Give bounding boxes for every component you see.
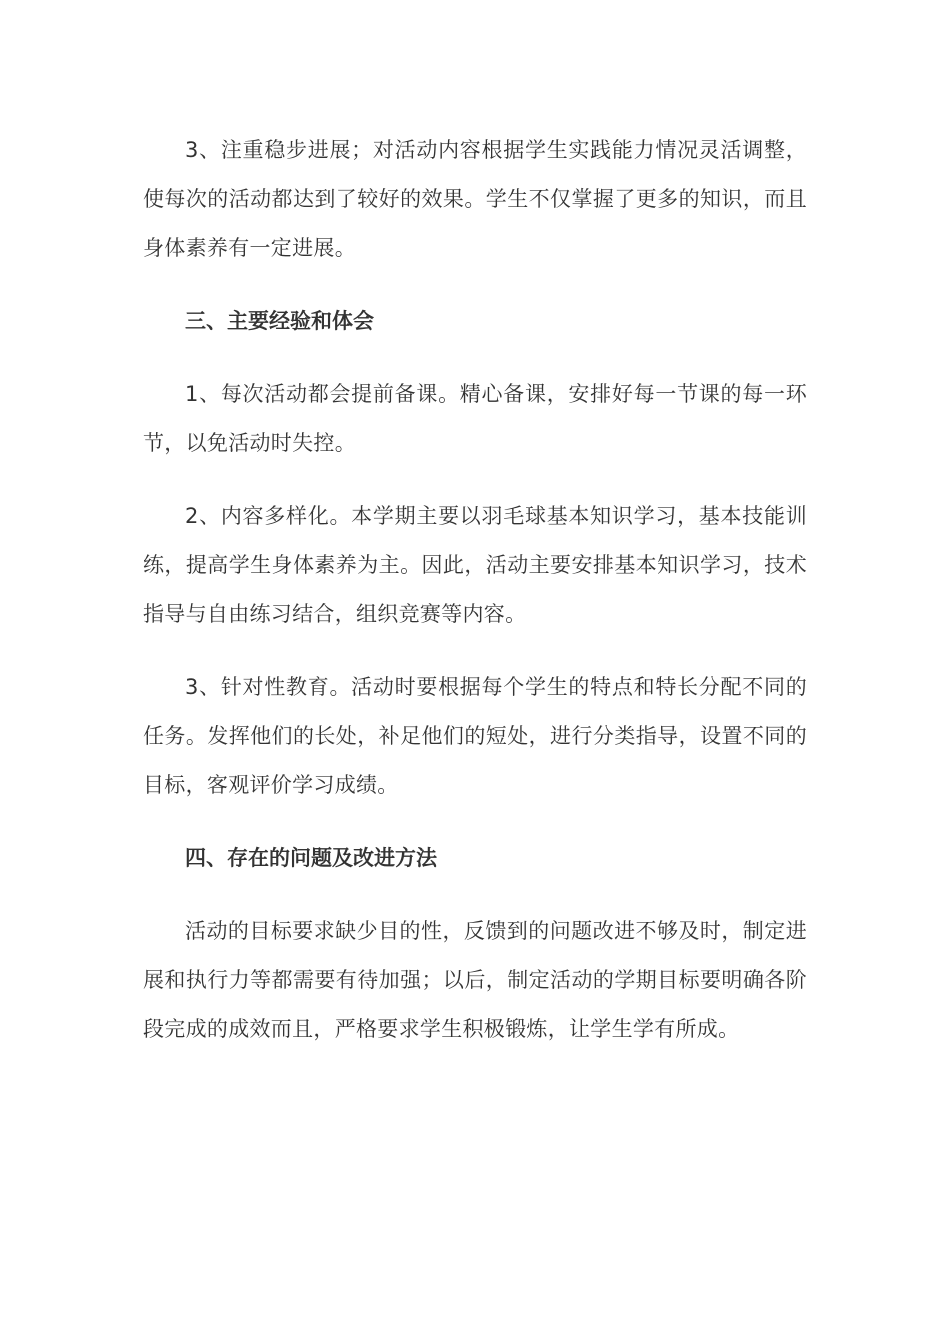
paragraph-experience-2: 2、内容多样化。本学期主要以羽毛球基本知识学习，基本技能训练，提高学生身体素养为主。因此，活动主要安排基本知识学习，技术指导与自由练习结合，组织竞赛等内容。 [143,504,807,626]
section-heading-4: 四、存在的问题及改进方法 [185,846,437,870]
paragraph-problems: 活动的目标要求缺少目的性，反馈到的问题改进不够及时，制定进展和执行力等都需要有待加强；以后，制定活动的学期目标要明确各阶段完成的成效而且，严格要求学生积极锻炼，让学生学有所成。 [143,919,807,1041]
section-heading-3: 三、主要经验和体会 [185,309,374,333]
document-body [143,126,807,1054]
paragraph-experience-1: 1、每次活动都会提前备课。精心备课，安排好每一节课的每一环节，以免活动时失控。 [143,382,807,455]
paragraph-item-3: 3、注重稳步进展；对活动内容根据学生实践能力情况灵活调整，使每次的活动都达到了较好的效果。学生不仅掌握了更多的知识，而且身体素养有一定进展。 [143,138,807,260]
paragraph-experience-3: 3、针对性教育。活动时要根据每个学生的特点和特长分配不同的任务。发挥他们的长处，补足他们的短处，进行分类指导，设置不同的目标，客观评价学习成绩。 [143,675,807,797]
